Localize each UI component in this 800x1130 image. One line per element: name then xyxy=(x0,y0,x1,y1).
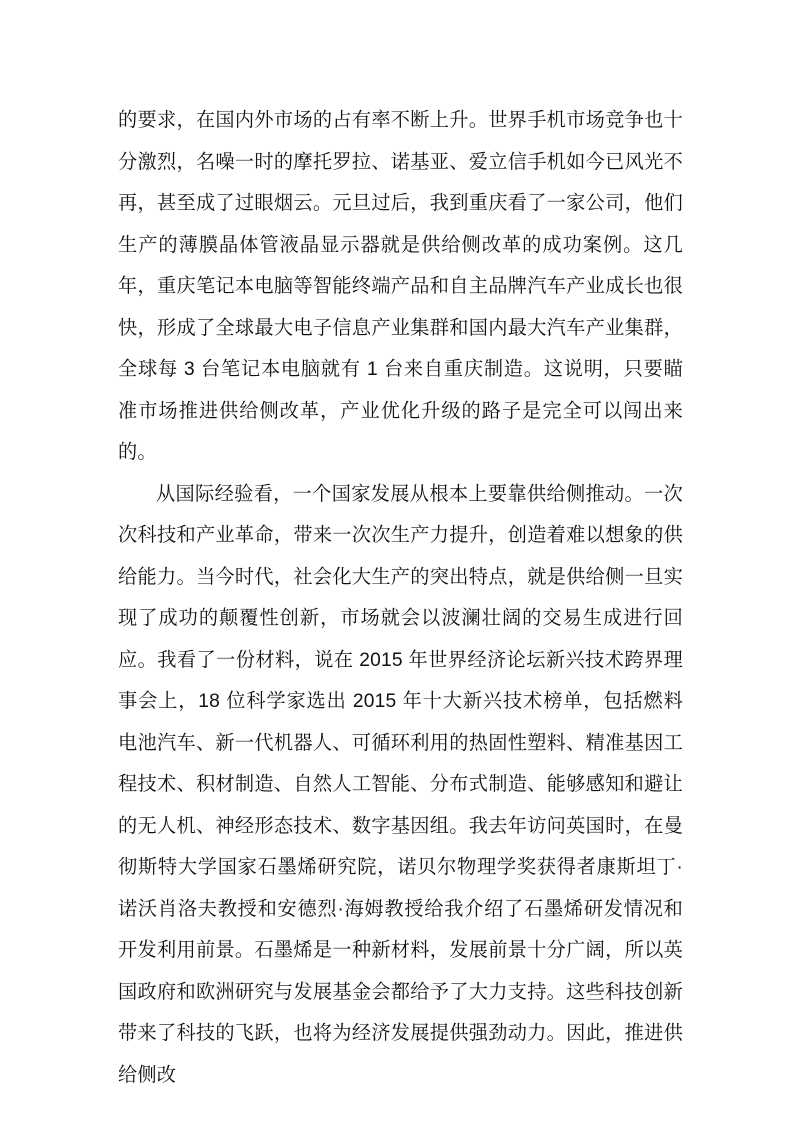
document-body xyxy=(118,100,683,1096)
body-paragraph-2: 从国际经验看，一个国家发展从根本上要靠供给侧推动。一次次科技和产业革命，带来一次次生产力提升，创造着难以想象的供给能力。当今时代，社会化大生产的突出特点，就是供给侧一旦实现了成功的颠覆性创新，市场就会以波澜壮阔的交易生成进行回应。我看了一份材料，说在 2015 年世界经济论坛新兴技术跨界理事会上，18 位科学家选出 2015 年十大新兴技术榜单，包括燃料电池汽车、新一代机器人、可循环利用的热固性塑料、精准基因工程技术、积材制造、自然人工智能、分布式制造、能够感知和避让的无人机、神经形态技术、数字基因组。我去年访问英国时，在曼彻斯特大学国家石墨烯研究院，诺贝尔物理学奖获得者康斯坦丁·诺沃肖洛夫教授和安德烈·海姆教授给我介绍了石墨烯研发情况和开发利用前景。石墨烯是一种新材料，发展前景十分广阔，所以英国政府和欧洲研究与发展基金会都给予了大力支持。这些科技创新带来了科技的飞跃，也将为经济发展提供强劲动力。因此，推进供给侧改 xyxy=(118,483,683,1086)
body-paragraph-1: 的要求，在国内外市场的占有率不断上升。世界手机市场竞争也十分激烈，名噪一时的摩托罗拉、诺基亚、爱立信手机如今已风光不再，甚至成了过眼烟云。元旦过后，我到重庆看了一家公司，他们生产的薄膜晶体管液晶显示器就是供给侧改革的成功案例。这几年，重庆笔记本电脑等智能终端产品和自主品牌汽车产业成长也很快，形成了全球最大电子信息产业集群和国内最大汽车产业集群，全球每 3 台笔记本电脑就有 1 台来自重庆制造。这说明，只要瞄准市场推进供给侧改革，产业优化升级的路子是完全可以闯出来的。 xyxy=(118,110,683,463)
